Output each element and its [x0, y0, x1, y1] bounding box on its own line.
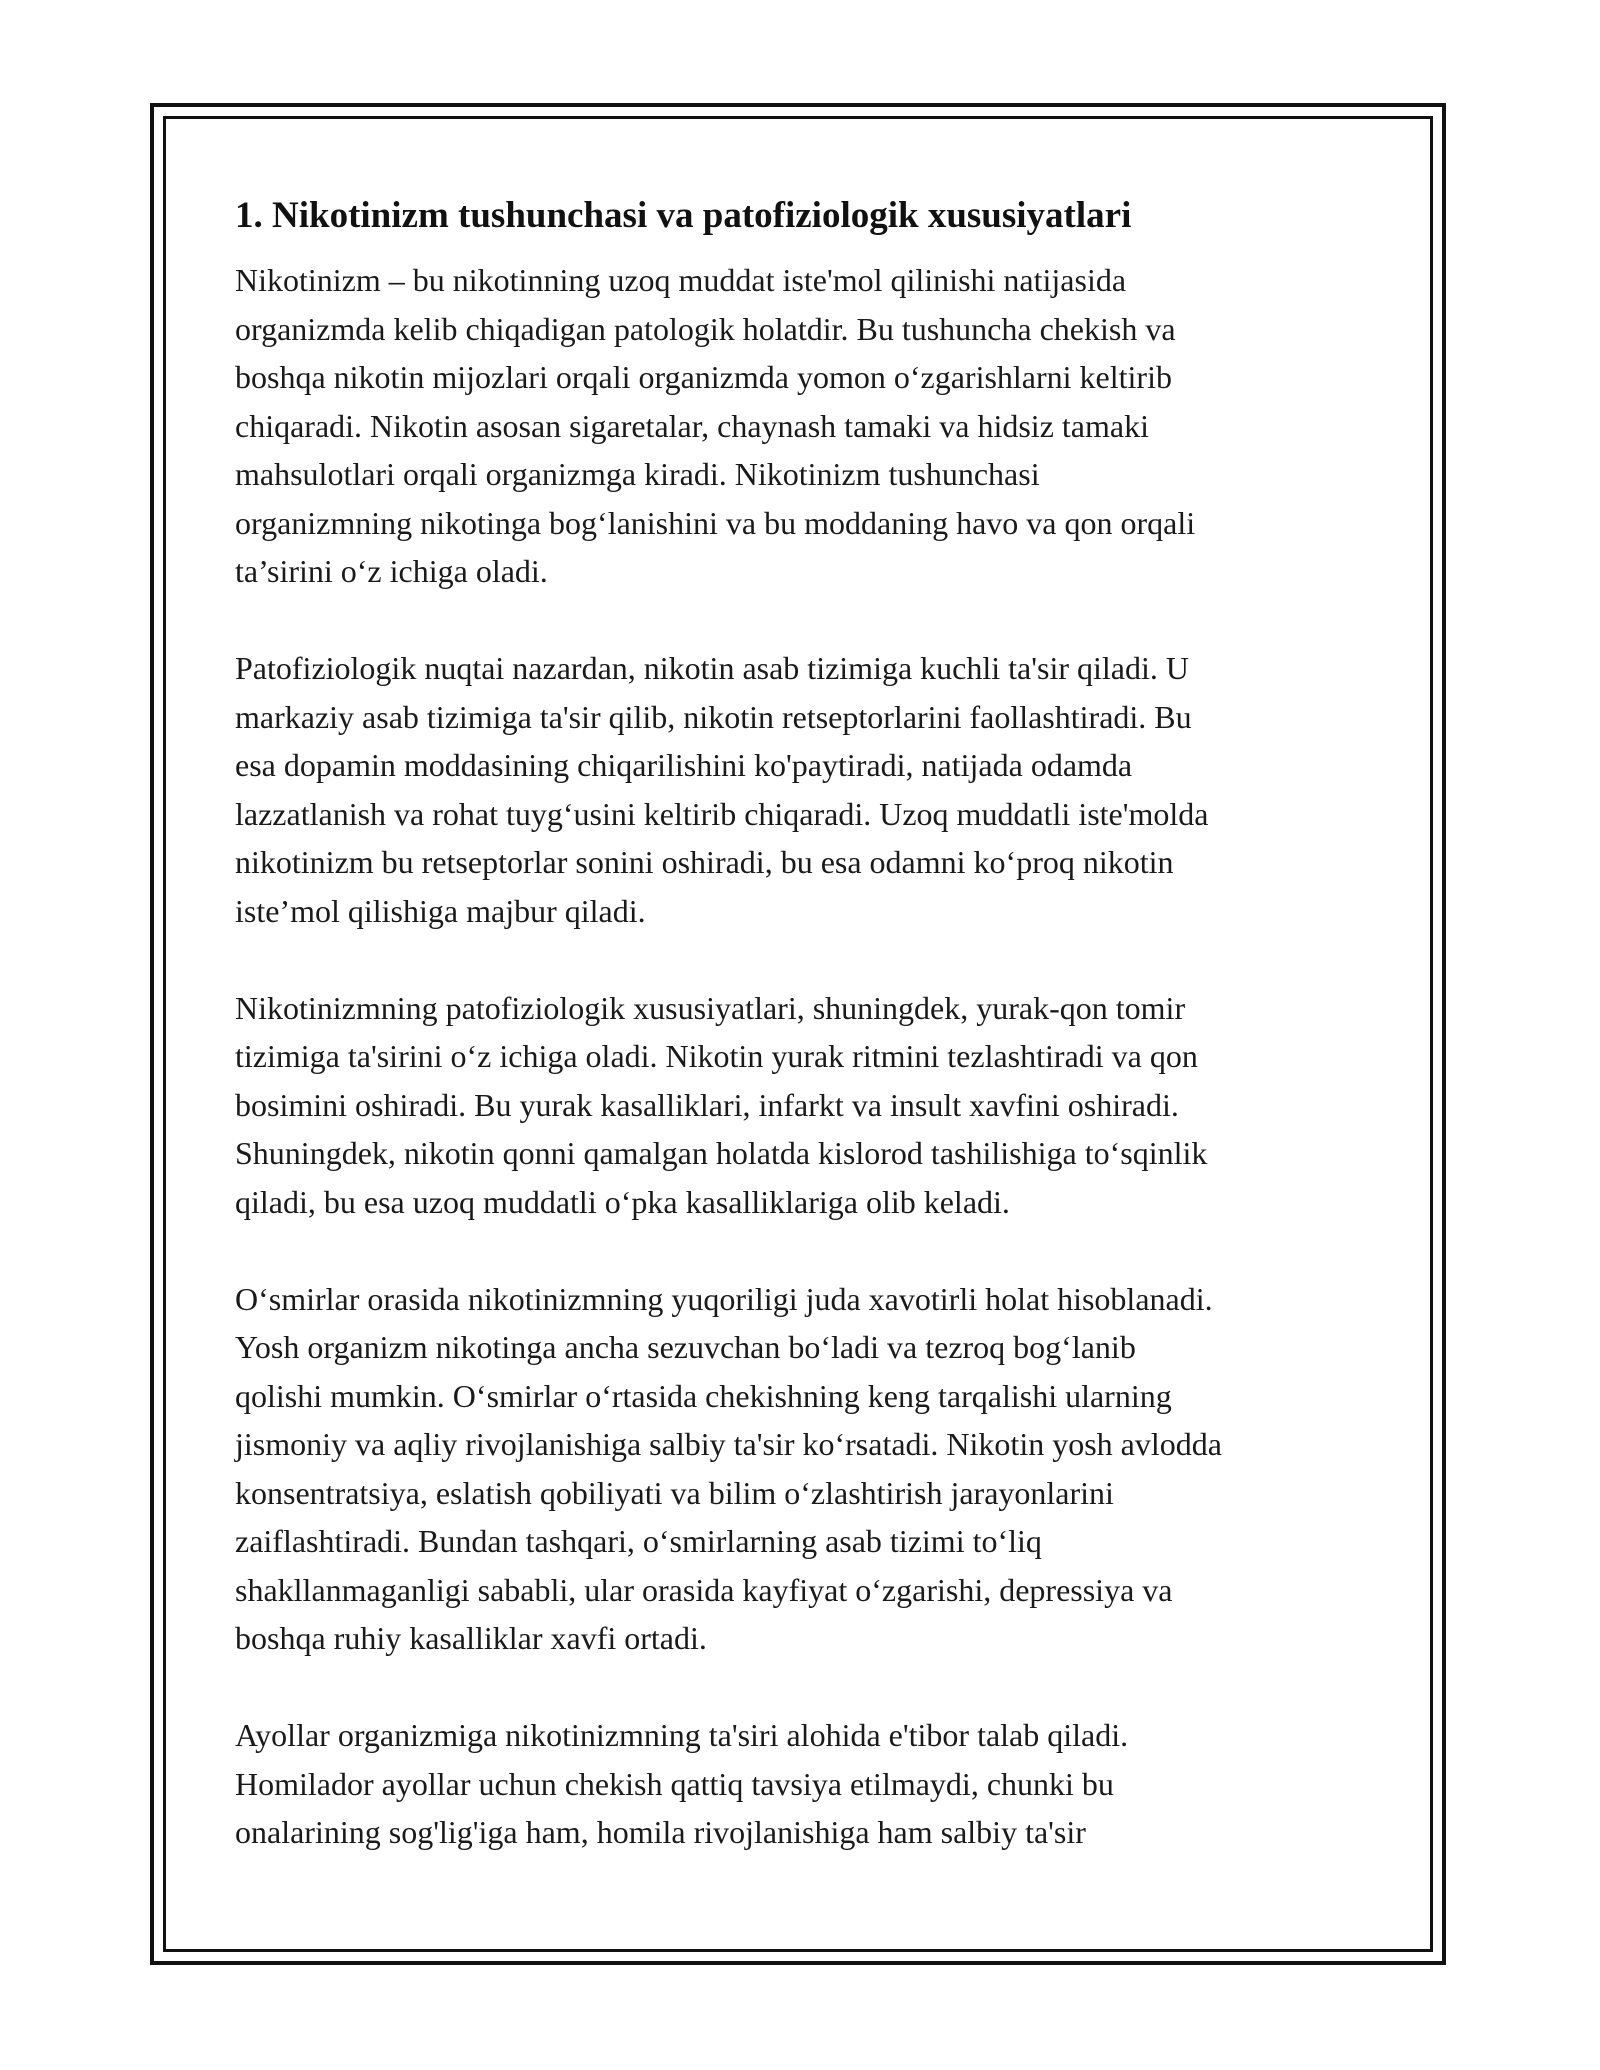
text-line: iste’mol qilishiga majbur qiladi. [235, 892, 646, 929]
text-line: tizimiga ta'sirini oʻz ichiga oladi. Nikotin yurak ritmini tezlashtiradi va qon [235, 1038, 1198, 1074]
text-line: ta’sirini oʻz ichiga oladi. [235, 553, 548, 589]
text-line: Ayollar organizmiga nikotinizmning ta'siri alohida e'tibor talab qiladi. [235, 1717, 1129, 1753]
text-line: qolishi mumkin. Oʻsmirlar oʻrtasida chekishning keng tarqalishi ularning [235, 1377, 1172, 1414]
text-line: bosimini oshiradi. Bu yurak kasalliklari, infarkt va insult xavfini oshiradi. [235, 1086, 1179, 1123]
paragraph-3 [235, 984, 1375, 1227]
text-line: shakllanmaganligi sababli, ular orasida kayfiyat oʻzgarishi, depressiya va [235, 1571, 1173, 1608]
section-heading: 1. Nikotinizm tushunchasi va patofiziologik xususiyatlari [235, 195, 1132, 236]
text-line: Shuningdek, nikotin qonni qamalgan holatda kislorod tashilishiga toʻsqinlik [235, 1135, 1208, 1171]
paragraph-1 [235, 256, 1375, 596]
text-line: mahsulotlari orqali organizmga kiradi. Nikotinizm tushunchasi [235, 456, 1040, 492]
text-line: organizmning nikotinga bogʻlanishini va bu moddaning havo va qon orqali [235, 504, 1196, 541]
text-line: Homilador ayollar uchun chekish qattiq tavsiya etilmaydi, chunki bu [235, 1765, 1114, 1802]
text-line: organizmda kelib chiqadigan patologik holatdir. Bu tushuncha chekish va [235, 310, 1176, 347]
text-line: lazzatlanish va rohat tuygʻusini keltirib chiqaradi. Uzoq muddatli iste'molda [235, 795, 1209, 832]
text-line: boshqa ruhiy kasalliklar xavfi ortadi. [235, 1620, 707, 1656]
text-line: zaiflashtiradi. Bundan tashqari, oʻsmirlarning asab tizimi toʻliq [235, 1523, 1042, 1559]
text-line: qiladi, bu esa uzoq muddatli oʻpka kasalliklariga olib keladi. [235, 1183, 1010, 1220]
paragraph-2 [235, 644, 1375, 935]
text-line: jismoniy va aqliy rivojlanishiga salbiy ta'sir koʻrsatadi. Nikotin yosh avlodda [235, 1426, 1222, 1462]
text-line: konsentratsiya, eslatish qobiliyati va bilim oʻzlashtirish jarayonlarini [235, 1474, 1114, 1511]
text-line: Nikotinizmning patofiziologik xususiyatlari, shuningdek, yurak-qon tomir [235, 989, 1186, 1026]
text-line: Nikotinizm – bu nikotinning uzoq muddat iste'mol qilinishi natijasida [235, 262, 1127, 298]
text-line: Yosh organizm nikotinga ancha sezuvchan boʻladi va tezroq bogʻlanib [235, 1329, 1136, 1365]
text-line: Oʻsmirlar orasida nikotinizmning yuqoriligi juda xavotirli holat hisoblanadi. [235, 1280, 1213, 1317]
text-line: nikotinizm bu retseptorlar sonini oshiradi, bu esa odamni koʻproq nikotin [235, 844, 1174, 880]
document-body [235, 190, 1375, 1905]
text-line: onalarining sog'lig'iga ham, homila rivojlanishiga ham salbiy ta'sir [235, 1814, 1086, 1850]
text-line: esa dopamin moddasining chiqarilishini ko'paytiradi, natijada odamda [235, 747, 1133, 783]
paragraph-5 [235, 1711, 1375, 1857]
text-line: chiqaradi. Nikotin asosan sigaretalar, chaynash tamaki va hidsiz tamaki [235, 407, 1149, 444]
text-line: markaziy asab tizimiga ta'sir qilib, nikotin retseptorlarini faollashtiradi. Bu [235, 698, 1192, 735]
text-line: Patofiziologik nuqtai nazardan, nikotin asab tizimiga kuchli ta'sir qiladi. U [235, 650, 1189, 686]
text-line: boshqa nikotin mijozlari orqali organizmda yomon oʻzgarishlarni keltirib [235, 359, 1172, 395]
paragraph-4 [235, 1275, 1375, 1663]
